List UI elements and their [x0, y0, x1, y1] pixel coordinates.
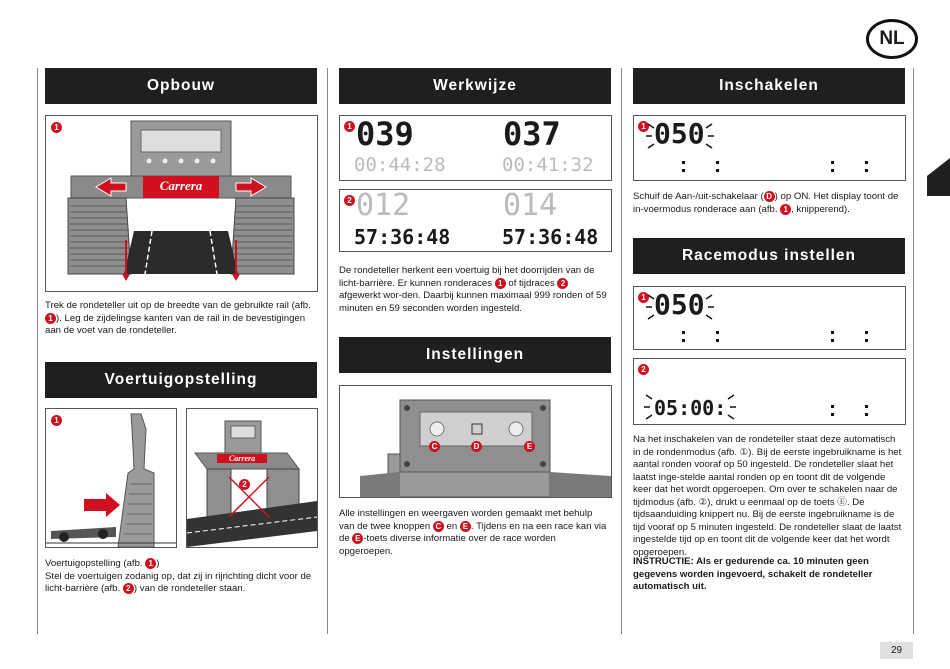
separator-left [37, 68, 38, 634]
separator-right [913, 68, 914, 634]
heading-instellingen: Instellingen [339, 337, 611, 373]
heading-inschakelen: Inschakelen [633, 68, 905, 104]
display-left-laps: 039 [356, 115, 414, 153]
display-right-laps: 037 [503, 115, 561, 153]
heading-racemodus: Racemodus instellen [633, 238, 905, 274]
display-lap-mode [633, 286, 906, 350]
button-c-marker: C [433, 521, 444, 532]
marker-2: 2 [638, 364, 649, 375]
marker-2: 2 [557, 278, 568, 289]
marker-2: 2 [123, 583, 134, 594]
display-power-on [633, 115, 906, 181]
switch-d-marker: D [764, 191, 775, 202]
column-3-b [633, 238, 905, 274]
text-instellingen: Alle instellingen en weergaven worden gemaakt met behulp van de twee knoppen C en E . Tijdens en na een race kan via de E -toets diverse informatie over de race worden opgeroepen. [339, 508, 607, 557]
heading-opbouw: Opbouw [45, 68, 317, 104]
display-time-value: 05:00: [654, 396, 727, 420]
display-left-time: 57:36:48 [354, 225, 451, 249]
text-inschakelen: Schuif de Aan-/uit-schakelaar ( D ) op ON. Het display toont de in-voermodus ronderace aan (afb. 1 , knipperend). [633, 191, 899, 215]
marker-1: 1 [145, 558, 156, 569]
column-3 [633, 68, 905, 104]
button-e-marker: E [352, 533, 363, 544]
lap-counter-illustration [46, 116, 317, 291]
marker-1: 1 [638, 292, 649, 303]
text-opbouw: Trek de rondeteller uit op de breedte van de gebruikte rail (afb. 1 ). Leg de zijdelingse kanten van de rail in de bevestigingen aan de voet van de rondeteller. [45, 300, 311, 337]
figure-setup [45, 115, 318, 292]
heading-voertuigopstelling: Voertuigopstelling [45, 362, 317, 398]
text-racemodus: Na het inschakelen van de rondeteller staat deze automatisch in de rondenmodus (afb. ①). Bij de eerste ingebruikname is het aantal ronden vooraf op 50 ingesteld. De rondeteller slaat het laatst inge-stelde aantal ronden op en toont dit de volgende keer dat het wordt opgeroepen. Om over te schakelen naar de tijdmodus (afb. ②), drukt u eenmaal op de toets Ⓔ. De tijdsaanduiding knippert nu. Bij de eerste ingebruikname is de tijd vooraf op 5 minuten ingesteld. De rondeteller slaat de laatst ingestelde tijd op en toont dit de volgende keer dat het wordt opgeroepen. [633, 434, 902, 558]
marker-1: 1 [45, 313, 56, 324]
display-laps-value: 050 [654, 117, 705, 150]
page-number: 29 [880, 642, 913, 659]
separator-1 [327, 68, 328, 634]
marker-1: 1 [51, 122, 62, 133]
side-view-illustration [46, 409, 176, 547]
column-2-b [339, 337, 611, 373]
display-right-laps: 014 [503, 189, 558, 223]
button-c-marker: C [429, 441, 440, 452]
display-lap-race [339, 115, 612, 181]
carrera-logo: Carrera [159, 178, 203, 193]
button-e-marker: E [460, 521, 471, 532]
display-laps-value: 050 [654, 288, 705, 321]
marker-1: 1 [495, 278, 506, 289]
column-2 [339, 68, 611, 104]
language-badge: NL [866, 19, 918, 59]
text-voertuigopstelling: Voertuigopstelling (afb. 1 ) Stel de voertuigen zodanig op, dat zij in rijrichting dicht voor de licht-barrière (afb. 2 ) van de rondeteller staan. [45, 558, 312, 595]
button-e-marker: E [524, 441, 535, 452]
marker-2: 2 [239, 479, 250, 490]
blink-rays [634, 287, 905, 349]
display-left-time: 00:44:28 [354, 154, 446, 176]
column-1-b [45, 362, 317, 398]
perspective-illustration [187, 409, 317, 547]
marker-1: 1 [344, 121, 355, 132]
edge-tab-block [927, 176, 950, 196]
display-time-mode [633, 358, 906, 425]
figure-buttons [339, 385, 612, 498]
marker-1: 1 [780, 204, 791, 215]
display-right-time: 57:36:48 [502, 225, 599, 249]
separator-2 [621, 68, 622, 634]
marker-1: 1 [638, 121, 649, 132]
blink-rays [634, 116, 905, 180]
edge-tab [927, 158, 950, 176]
text-werkwijze: De rondeteller herkent een voertuig bij het doorrijden van de licht-barrière. Er kunnen ronderaces 1 of tijdraces 2 afgewerkt wor-den. Daarbij kunnen maximaal 999 ronden of 59 minuten en 59 seconden worden ingesteld. [339, 265, 607, 314]
marker-1: 1 [51, 415, 62, 426]
blink-rays [634, 359, 905, 424]
marker-2: 2 [344, 195, 355, 206]
carrera-logo-small: Carrera [217, 454, 267, 463]
figure-vehicle-2 [186, 408, 318, 548]
display-time-race [339, 189, 612, 252]
column-1 [45, 68, 317, 104]
note-instructie: INSTRUCTIE: Als er gedurende ca. 10 minuten geen gegevens worden ingevoerd, schakelt de rondeteller automatisch uit. [633, 556, 873, 592]
display-right-time: 00:41:32 [502, 154, 594, 176]
display-left-laps: 012 [356, 189, 411, 223]
figure-vehicle-1 [45, 408, 177, 548]
button-d-marker: D [471, 441, 482, 452]
heading-werkwijze: Werkwijze [339, 68, 611, 104]
